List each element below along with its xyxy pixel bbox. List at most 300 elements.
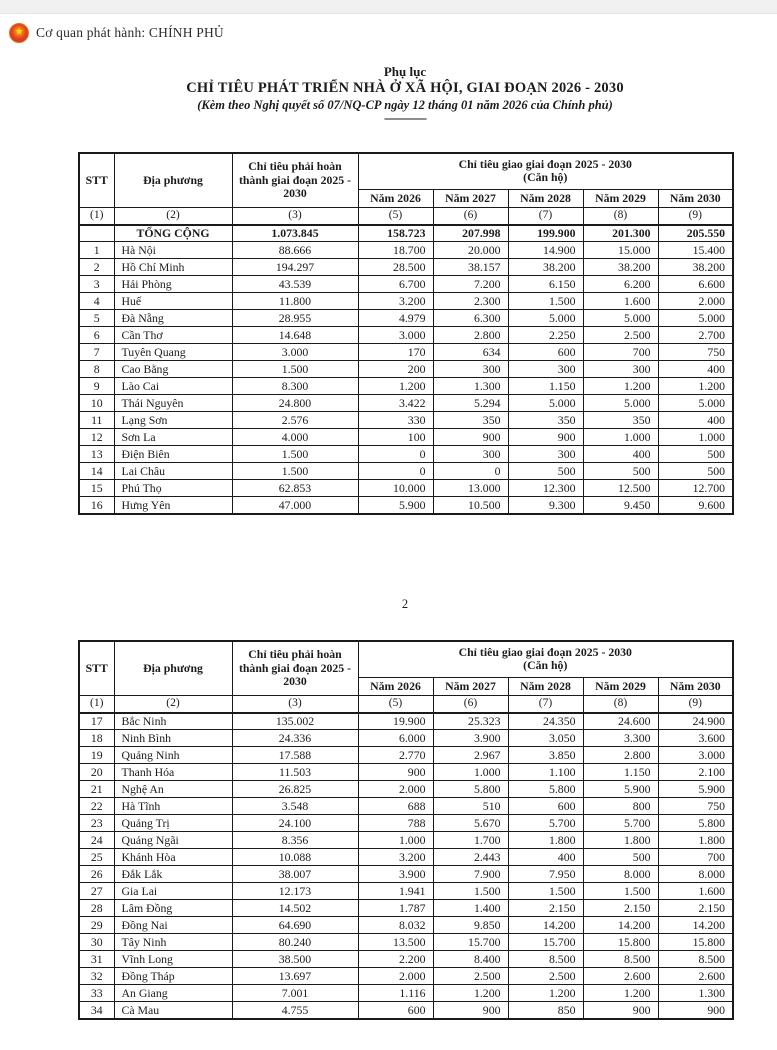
table-row [79,900,733,917]
row-locality: Hà Nội [114,242,232,259]
row-year-value: 750 [658,344,733,361]
row-year-value: 15.700 [433,934,508,951]
row-locality: Nghệ An [114,781,232,798]
table-row [79,781,733,798]
row-year-value: 7.950 [508,866,583,883]
row-locality: Ninh Bình [114,730,232,747]
row-year-value: 1.200 [358,378,433,395]
row-target: 43.539 [232,276,358,293]
col-header-year: Năm 2026 [358,678,433,696]
row-target: 1.500 [232,361,358,378]
table-row [79,713,733,730]
col-number: (3) [232,208,358,225]
table-row [79,934,733,951]
row-stt: 24 [79,832,114,849]
col-number: (1) [79,696,114,713]
row-year-value: 18.700 [358,242,433,259]
row-year-value: 100 [358,429,433,446]
publisher-label: Cơ quan phát hành: CHÍNH PHỦ [36,24,224,40]
col-header-target: Chỉ tiêu phải hoàn thành giai đoạn 2025 - 2030 [232,641,358,696]
row-year-value: 4.979 [358,310,433,327]
row-year-value: 1.000 [358,832,433,849]
table-row [79,883,733,900]
row-locality: Thái Nguyên [114,395,232,412]
row-year-value: 2.800 [583,747,658,764]
row-locality: Vĩnh Long [114,951,232,968]
row-year-value: 28.500 [358,259,433,276]
row-target: 4.000 [232,429,358,446]
row-year-value: 8.400 [433,951,508,968]
row-year-value: 201.300 [583,225,658,242]
col-number: (6) [433,208,508,225]
appendix-label: Phụ lục [383,64,427,79]
table-row [79,798,733,815]
row-year-value: 1.800 [508,832,583,849]
row-year-value: 1.150 [508,378,583,395]
row-year-value: 2.800 [433,327,508,344]
row-year-value: 3.850 [508,747,583,764]
table-row [79,832,733,849]
row-target: 10.088 [232,849,358,866]
table-row [79,951,733,968]
row-year-value: 2.770 [358,747,433,764]
row-year-value: 13.500 [358,934,433,951]
row-year-value: 2.600 [583,968,658,985]
row-year-value: 6.150 [508,276,583,293]
row-year-value: 1.200 [658,378,733,395]
row-target: 38.007 [232,866,358,883]
row-year-value: 1.500 [583,883,658,900]
row-year-value: 1.000 [658,429,733,446]
row-year-value: 2.000 [358,781,433,798]
row-target: 12.173 [232,883,358,900]
row-year-value: 38.200 [508,259,583,276]
row-locality: An Giang [114,985,232,1002]
row-year-value: 500 [583,849,658,866]
row-year-value: 5.000 [583,395,658,412]
table-row [79,310,733,327]
row-year-value: 400 [508,849,583,866]
row-year-value: 5.000 [658,310,733,327]
table-row [79,764,733,781]
row-year-value: 12.300 [508,480,583,497]
row-year-value: 0 [433,463,508,480]
row-target: 8.356 [232,832,358,849]
row-year-value: 15.000 [583,242,658,259]
row-target: 194.297 [232,259,358,276]
row-year-value: 3.000 [358,327,433,344]
row-stt: 8 [79,361,114,378]
row-stt: 22 [79,798,114,815]
row-year-value: 1.000 [433,764,508,781]
table-row [79,361,733,378]
row-year-value: 14.200 [508,917,583,934]
group-header-unit: (Căn hộ) [523,170,568,185]
row-year-value: 3.200 [358,849,433,866]
row-target: 1.500 [232,463,358,480]
row-year-value: 1.100 [508,764,583,781]
row-year-value: 2.600 [658,968,733,985]
row-target: 17.588 [232,747,358,764]
row-year-value: 300 [508,361,583,378]
publisher-row [0,14,777,44]
row-year-value: 19.900 [358,713,433,730]
group-header-unit: (Căn hộ) [523,658,568,673]
row-stt: 21 [79,781,114,798]
row-year-value: 1.500 [508,883,583,900]
row-year-value: 9.300 [508,497,583,514]
col-header-locality: Địa phương [114,641,232,696]
table-row [79,378,733,395]
vietnam-emblem-icon [9,23,29,43]
row-stt: 12 [79,429,114,446]
row-locality: Cà Mau [114,1002,232,1019]
row-year-value: 800 [583,798,658,815]
row-year-value: 1.500 [433,883,508,900]
row-year-value: 5.000 [583,310,658,327]
row-target: 4.755 [232,1002,358,1019]
row-year-value: 3.000 [658,747,733,764]
row-target: 88.666 [232,242,358,259]
row-locality: TỔNG CỘNG [114,225,232,242]
row-year-value: 688 [358,798,433,815]
row-stt: 33 [79,985,114,1002]
row-locality: Gia Lai [114,883,232,900]
row-year-value: 14.200 [583,917,658,934]
row-stt: 6 [79,327,114,344]
row-year-value: 8.000 [583,866,658,883]
row-locality: Đà Nẵng [114,310,232,327]
housing-targets-table-page1 [78,152,734,515]
row-year-value: 2.200 [358,951,433,968]
row-year-value: 5.294 [433,395,508,412]
col-header-year: Năm 2028 [508,190,583,208]
row-year-value: 700 [658,849,733,866]
row-locality: Tuyên Quang [114,344,232,361]
row-locality: Quảng Ninh [114,747,232,764]
row-year-value: 2.150 [508,900,583,917]
row-target: 62.853 [232,480,358,497]
row-year-value: 0 [358,446,433,463]
row-target: 28.955 [232,310,358,327]
row-year-value: 12.700 [658,480,733,497]
row-year-value: 3.300 [583,730,658,747]
row-year-value: 1.600 [658,883,733,900]
row-target: 7.001 [232,985,358,1002]
table-row [79,849,733,866]
row-stt: 11 [79,412,114,429]
row-year-value: 9.450 [583,497,658,514]
row-year-value: 2.150 [583,900,658,917]
row-year-value: 1.200 [583,985,658,1002]
row-year-value: 500 [583,463,658,480]
row-year-value: 700 [583,344,658,361]
row-year-value: 0 [358,463,433,480]
row-year-value: 5.800 [508,781,583,798]
row-year-value: 900 [508,429,583,446]
table-row [79,968,733,985]
row-year-value: 38.200 [658,259,733,276]
row-year-value: 3.422 [358,395,433,412]
row-year-value: 5.800 [658,815,733,832]
row-stt: 34 [79,1002,114,1019]
row-target: 24.800 [232,395,358,412]
col-number: (2) [114,208,232,225]
col-header-year: Năm 2030 [658,190,733,208]
row-year-value: 24.600 [583,713,658,730]
row-year-value: 2.250 [508,327,583,344]
row-year-value: 3.050 [508,730,583,747]
row-year-value: 12.500 [583,480,658,497]
row-locality: Điện Biên [114,446,232,463]
row-year-value: 20.000 [433,242,508,259]
row-year-value: 1.600 [583,293,658,310]
row-locality: Hải Phòng [114,276,232,293]
row-year-value: 5.900 [358,497,433,514]
col-number: (7) [508,208,583,225]
row-locality: Huế [114,293,232,310]
row-target: 1.073.845 [232,225,358,242]
table-row [79,917,733,934]
row-stt: 26 [79,866,114,883]
row-year-value: 5.700 [583,815,658,832]
housing-targets-table-page2 [78,640,734,1020]
row-stt: 9 [79,378,114,395]
row-year-value: 9.600 [658,497,733,514]
table-row [79,747,733,764]
row-year-value: 1.200 [508,985,583,1002]
row-year-value: 1.200 [583,378,658,395]
table-row [79,480,733,497]
row-stt: 16 [79,497,114,514]
row-target: 64.690 [232,917,358,934]
page-number: 2 [401,596,409,611]
table-row [79,344,733,361]
row-year-value: 600 [508,798,583,815]
row-locality: Sơn La [114,429,232,446]
row-locality: Đồng Nai [114,917,232,934]
table-row [79,293,733,310]
row-target: 8.300 [232,378,358,395]
table-row [79,730,733,747]
row-year-value: 3.600 [658,730,733,747]
col-number: (2) [114,696,232,713]
row-stt: 13 [79,446,114,463]
row-year-value: 500 [508,463,583,480]
page-subtitle: (Kèm theo Nghị quyết số 07/NQ-CP ngày 12 tháng 01 năm 2026 của Chính phủ) [197,97,613,112]
row-target: 3.000 [232,344,358,361]
row-year-value: 788 [358,815,433,832]
row-year-value: 38.157 [433,259,508,276]
row-year-value: 2.500 [508,968,583,985]
row-year-value: 1.941 [358,883,433,900]
row-year-value: 8.500 [583,951,658,968]
row-year-value: 1.400 [433,900,508,917]
row-stt: 27 [79,883,114,900]
row-year-value: 300 [508,446,583,463]
col-number: (9) [658,208,733,225]
table-row [79,429,733,446]
table-row [79,463,733,480]
table-row [79,1002,733,1019]
row-year-value: 1.150 [583,764,658,781]
col-number: (5) [358,208,433,225]
row-target: 47.000 [232,497,358,514]
row-stt: 15 [79,480,114,497]
row-year-value: 38.200 [583,259,658,276]
row-year-value: 2.150 [658,900,733,917]
row-year-value: 1.800 [658,832,733,849]
row-stt: 17 [79,713,114,730]
row-year-value: 1.300 [658,985,733,1002]
col-header-stt: STT [79,641,114,696]
col-header-year: Năm 2027 [433,678,508,696]
row-stt: 5 [79,310,114,327]
row-stt: 2 [79,259,114,276]
browser-top-bar [0,0,777,14]
row-year-value: 300 [433,361,508,378]
row-year-value: 24.900 [658,713,733,730]
col-header-stt: STT [79,153,114,208]
row-target: 24.100 [232,815,358,832]
row-stt [79,225,114,242]
row-year-value: 207.998 [433,225,508,242]
row-year-value: 5.000 [508,395,583,412]
row-year-value: 850 [508,1002,583,1019]
col-number: (1) [79,208,114,225]
row-locality: Lào Cai [114,378,232,395]
row-locality: Bắc Ninh [114,713,232,730]
row-year-value: 3.900 [433,730,508,747]
row-year-value: 200 [358,361,433,378]
row-year-value: 400 [583,446,658,463]
row-year-value: 2.967 [433,747,508,764]
row-year-value: 900 [583,1002,658,1019]
row-year-value: 1.000 [583,429,658,446]
table-row [79,497,733,514]
row-year-value: 205.550 [658,225,733,242]
row-target: 11.800 [232,293,358,310]
col-number: (3) [232,696,358,713]
row-year-value: 1.800 [583,832,658,849]
row-locality: Hồ Chí Minh [114,259,232,276]
title-divider: -------------- [384,110,426,125]
row-year-value: 6.700 [358,276,433,293]
row-year-value: 5.700 [508,815,583,832]
row-stt: 18 [79,730,114,747]
row-locality: Cần Thơ [114,327,232,344]
row-year-value: 8.500 [508,951,583,968]
row-year-value: 350 [508,412,583,429]
row-year-value: 5.800 [433,781,508,798]
row-stt: 25 [79,849,114,866]
col-number: (6) [433,696,508,713]
row-locality: Đồng Tháp [114,968,232,985]
col-header-year: Năm 2029 [583,190,658,208]
row-target: 14.648 [232,327,358,344]
row-year-value: 6.300 [433,310,508,327]
row-year-value: 350 [583,412,658,429]
row-year-value: 600 [508,344,583,361]
row-year-value: 1.787 [358,900,433,917]
row-year-value: 6.200 [583,276,658,293]
row-year-value: 500 [658,463,733,480]
row-year-value: 6.600 [658,276,733,293]
table-row [79,985,733,1002]
table-row [79,412,733,429]
page-title: CHỈ TIÊU PHÁT TRIỂN NHÀ Ở XÃ HỘI, GIAI ĐOẠN 2026 - 2030 [186,79,624,96]
row-year-value: 900 [358,764,433,781]
row-year-value: 2.700 [658,327,733,344]
row-target: 135.002 [232,713,358,730]
row-year-value: 2.500 [583,327,658,344]
table-row [79,327,733,344]
row-year-value: 5.000 [658,395,733,412]
row-year-value: 900 [433,1002,508,1019]
row-locality: Lạng Sơn [114,412,232,429]
row-locality: Hưng Yên [114,497,232,514]
col-header-year: Năm 2027 [433,190,508,208]
row-target: 24.336 [232,730,358,747]
table-row [79,815,733,832]
row-year-value: 6.000 [358,730,433,747]
row-year-value: 15.800 [658,934,733,951]
table-total-row [79,225,733,242]
col-number: (8) [583,208,658,225]
col-number: (9) [658,696,733,713]
table-row [79,866,733,883]
row-target: 13.697 [232,968,358,985]
row-locality: Quảng Ngãi [114,832,232,849]
table-row [79,395,733,412]
row-locality: Tây Ninh [114,934,232,951]
row-year-value: 2.000 [658,293,733,310]
row-year-value: 2.100 [658,764,733,781]
col-number: (7) [508,696,583,713]
row-year-value: 24.350 [508,713,583,730]
group-header-line1: Chỉ tiêu giao giai đoạn 2025 - 2030 [458,644,632,659]
table-row [79,276,733,293]
row-year-value: 10.000 [358,480,433,497]
row-target: 3.548 [232,798,358,815]
row-year-value: 8.032 [358,917,433,934]
row-year-value: 5.000 [508,310,583,327]
row-year-value: 400 [658,361,733,378]
table-row [79,446,733,463]
row-year-value: 10.500 [433,497,508,514]
row-year-value: 8.500 [658,951,733,968]
row-locality: Lâm Đồng [114,900,232,917]
table-row [79,242,733,259]
row-target: 80.240 [232,934,358,951]
appendix-title-block [78,64,732,124]
row-year-value: 5.900 [583,781,658,798]
row-year-value: 25.323 [433,713,508,730]
row-stt: 10 [79,395,114,412]
row-year-value: 2.443 [433,849,508,866]
col-number: (5) [358,696,433,713]
row-target: 14.502 [232,900,358,917]
col-header-target: Chỉ tiêu phải hoàn thành giai đoạn 2025 - 2030 [232,153,358,208]
row-year-value: 1.116 [358,985,433,1002]
row-target: 2.576 [232,412,358,429]
row-target: 11.503 [232,764,358,781]
star-icon: ★ [14,26,24,37]
row-locality: Đắk Lắk [114,866,232,883]
row-year-value: 15.400 [658,242,733,259]
row-year-value: 330 [358,412,433,429]
row-year-value: 5.670 [433,815,508,832]
